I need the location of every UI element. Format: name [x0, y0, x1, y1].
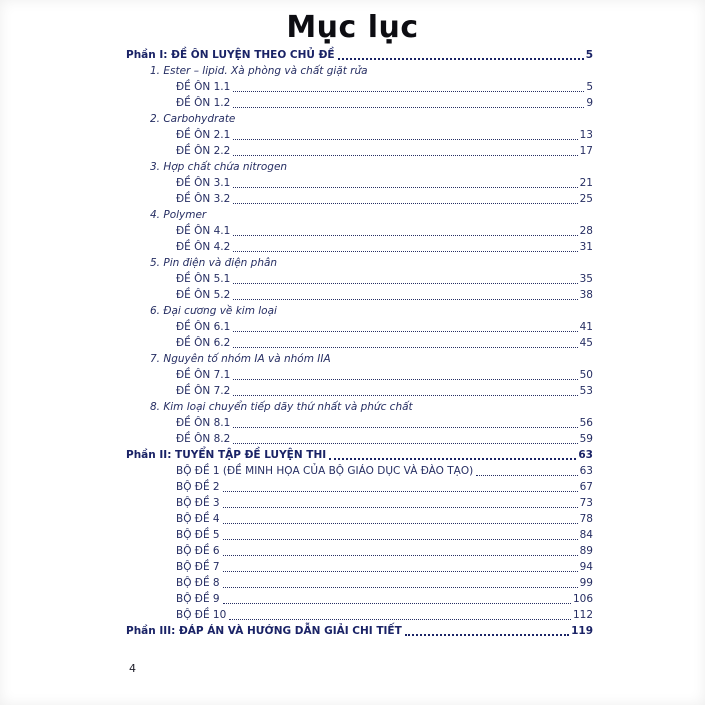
toc-entry-label: 6. Đại cương về kim loại [150, 305, 277, 317]
toc-row [126, 431, 593, 447]
page-title: Mục lục [286, 10, 419, 45]
toc-row [126, 111, 593, 127]
toc-entry-label: Phần II: TUYỂN TẬP ĐỀ LUYỆN THI [126, 449, 327, 461]
toc-entry-label: BỘ ĐỀ 8 [176, 577, 220, 589]
toc-entry-label: ĐỀ ÔN 3.1 [176, 177, 231, 189]
toc-row [126, 335, 593, 351]
toc-dot-leader [476, 475, 577, 476]
toc-entry-page: 99 [579, 577, 593, 589]
toc-entry-page: 84 [579, 529, 593, 541]
toc-entry-label: ĐỀ ÔN 3.2 [176, 193, 231, 205]
toc-dot-leader [405, 634, 569, 636]
toc-entry-page: 28 [579, 225, 593, 237]
toc-row [126, 559, 593, 575]
toc-entry-page: 17 [579, 145, 593, 157]
toc-row [126, 607, 593, 623]
toc-entry-label: 8. Kim loại chuyển tiếp dãy thứ nhất và phức chất [150, 401, 413, 413]
toc-row [126, 255, 593, 271]
toc-dot-leader [223, 587, 578, 588]
toc-row [126, 527, 593, 543]
toc-dot-leader [233, 395, 577, 396]
toc-dot-leader [233, 251, 577, 252]
toc-row [126, 191, 593, 207]
toc-entry-page: 78 [579, 513, 593, 525]
toc-row [126, 623, 593, 639]
table-of-contents [126, 47, 593, 639]
toc-dot-leader [223, 571, 578, 572]
toc-entry-label: 4. Polymer [150, 209, 207, 221]
toc-entry-page: 35 [579, 273, 593, 285]
toc-entry-label: BỘ ĐỀ 4 [176, 513, 220, 525]
toc-row [126, 143, 593, 159]
toc-entry-page: 50 [579, 369, 593, 381]
toc-row [126, 383, 593, 399]
toc-entry-label: ĐỀ ÔN 4.1 [176, 225, 231, 237]
toc-entry-page: 119 [571, 625, 593, 637]
toc-row [126, 415, 593, 431]
toc-entry-label: BỘ ĐỀ 6 [176, 545, 220, 557]
toc-row [126, 303, 593, 319]
toc-entry-page: 53 [579, 385, 593, 397]
toc-row [126, 239, 593, 255]
toc-entry-label: BỘ ĐỀ 9 [176, 593, 220, 605]
toc-entry-label: ĐỀ ÔN 1.1 [176, 81, 231, 93]
toc-entry-page: 112 [572, 609, 593, 621]
toc-entry-page: 89 [579, 545, 593, 557]
toc-entry-label: ĐỀ ÔN 4.2 [176, 241, 231, 253]
toc-row [126, 223, 593, 239]
toc-row [126, 95, 593, 111]
toc-row [126, 127, 593, 143]
toc-row [126, 319, 593, 335]
toc-entry-page: 94 [579, 561, 593, 573]
toc-row [126, 79, 593, 95]
toc-dot-leader [233, 347, 577, 348]
toc-entry-label: ĐỀ ÔN 8.1 [176, 417, 231, 429]
toc-row [126, 447, 593, 463]
toc-dot-leader [338, 58, 584, 60]
toc-row [126, 367, 593, 383]
toc-entry-page: 9 [586, 97, 593, 109]
toc-entry-label: ĐỀ ÔN 8.2 [176, 433, 231, 445]
toc-entry-page: 63 [579, 465, 593, 477]
toc-entry-page: 5 [585, 49, 593, 61]
toc-row [126, 511, 593, 527]
toc-entry-label: BỘ ĐỀ 2 [176, 481, 220, 493]
toc-dot-leader [223, 539, 578, 540]
toc-entry-label: ĐỀ ÔN 7.2 [176, 385, 231, 397]
toc-entry-label: ĐỀ ÔN 1.2 [176, 97, 231, 109]
toc-dot-leader [229, 619, 571, 620]
toc-row [126, 463, 593, 479]
toc-entry-page: 63 [578, 449, 593, 461]
toc-entry-page: 25 [579, 193, 593, 205]
toc-row [126, 399, 593, 415]
toc-entry-label: Phần III: ĐÁP ÁN VÀ HƯỚNG DẪN GIẢI CHI TIẾT [126, 625, 402, 637]
toc-row [126, 351, 593, 367]
toc-entry-label: ĐỀ ÔN 6.1 [176, 321, 231, 333]
toc-dot-leader [233, 331, 577, 332]
toc-dot-leader [233, 299, 577, 300]
toc-dot-leader [329, 458, 576, 460]
toc-entry-label: ĐỀ ÔN 5.1 [176, 273, 231, 285]
toc-row [126, 47, 593, 63]
toc-entry-page: 56 [579, 417, 593, 429]
toc-entry-label: ĐỀ ÔN 2.2 [176, 145, 231, 157]
toc-dot-leader [223, 523, 578, 524]
toc-entry-page: 45 [579, 337, 593, 349]
toc-entry-label: Phần I: ĐỀ ÔN LUYỆN THEO CHỦ ĐỀ [126, 49, 335, 61]
toc-entry-label: ĐỀ ÔN 5.2 [176, 289, 231, 301]
toc-entry-label: 1. Ester – lipid. Xà phòng và chất giặt rửa [150, 65, 368, 77]
toc-entry-label: 5. Pin điện và điện phân [150, 257, 278, 269]
toc-entry-label: ĐỀ ÔN 7.1 [176, 369, 231, 381]
toc-dot-leader [233, 427, 577, 428]
toc-entry-label: BỘ ĐỀ 1 (ĐỀ MINH HỌA CỦA BỘ GIÁO DỤC VÀ ĐÀO TẠO) [176, 465, 474, 477]
toc-row [126, 575, 593, 591]
toc-row [126, 287, 593, 303]
toc-dot-leader [233, 91, 584, 92]
toc-row [126, 271, 593, 287]
toc-dot-leader [223, 491, 578, 492]
toc-dot-leader [233, 379, 577, 380]
toc-entry-page: 41 [579, 321, 593, 333]
toc-entry-label: 3. Hợp chất chứa nitrogen [150, 161, 288, 173]
toc-entry-page: 31 [579, 241, 593, 253]
toc-entry-page: 106 [572, 593, 593, 605]
toc-dot-leader [233, 139, 577, 140]
toc-dot-leader [233, 283, 577, 284]
toc-dot-leader [233, 203, 577, 204]
toc-dot-leader [223, 507, 578, 508]
toc-dot-leader [233, 155, 577, 156]
toc-entry-page: 13 [579, 129, 593, 141]
toc-entry-label: BỘ ĐỀ 5 [176, 529, 220, 541]
toc-entry-page: 21 [579, 177, 593, 189]
toc-row [126, 159, 593, 175]
toc-dot-leader [223, 555, 578, 556]
toc-dot-leader [233, 443, 577, 444]
toc-row [126, 207, 593, 223]
toc-entry-label: ĐỀ ÔN 2.1 [176, 129, 231, 141]
toc-entry-label: BỘ ĐỀ 10 [176, 609, 227, 621]
toc-entry-label: ĐỀ ÔN 6.2 [176, 337, 231, 349]
toc-row [126, 543, 593, 559]
page-number: 4 [129, 662, 136, 675]
toc-entry-page: 67 [579, 481, 593, 493]
toc-row [126, 591, 593, 607]
toc-dot-leader [233, 107, 584, 108]
toc-dot-leader [233, 187, 577, 188]
toc-entry-label: BỘ ĐỀ 7 [176, 561, 220, 573]
toc-row [126, 479, 593, 495]
toc-row [126, 175, 593, 191]
toc-entry-page: 73 [579, 497, 593, 509]
toc-entry-page: 5 [586, 81, 593, 93]
toc-row [126, 495, 593, 511]
toc-entry-page: 38 [579, 289, 593, 301]
toc-entry-label: 2. Carbohydrate [150, 113, 236, 125]
toc-row [126, 63, 593, 79]
toc-entry-page: 59 [579, 433, 593, 445]
toc-entry-label: BỘ ĐỀ 3 [176, 497, 220, 509]
toc-entry-label: 7. Nguyên tố nhóm IA và nhóm IIA [150, 353, 331, 365]
toc-dot-leader [233, 235, 577, 236]
toc-dot-leader [223, 603, 571, 604]
